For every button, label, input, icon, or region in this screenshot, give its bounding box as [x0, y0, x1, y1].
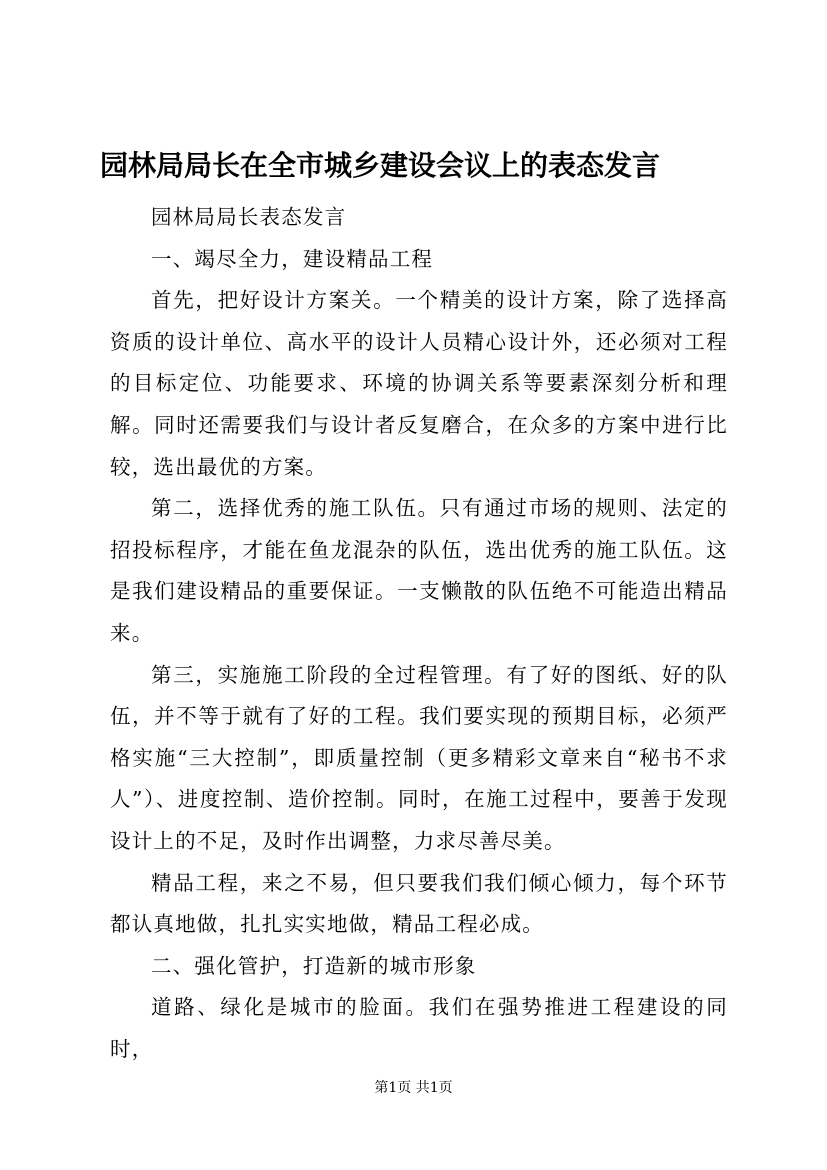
page-footer [0, 1078, 827, 1098]
document-title: 园林局局长在全市城乡建设会议上的表态发言 [100, 149, 661, 182]
page-number-label: 第1页 共1页 [374, 1080, 453, 1096]
paragraph-city-image: 道路、绿化是城市的脸面。我们在强势推进工程建设的同时， [110, 995, 728, 1061]
paragraph-process-management: 第三，实施施工阶段的全过程管理。有了好的图纸、好的队伍，并不等于就有了好的工程。我们要实现的预期目标，必须严格实施“三大控制”，即质量控制（更多精彩文章来自“秘书不求人”）、进度控制、造价控制。同时，在施工过程中，要善于发现设计上的不足，及时作出调整，力求尽善尽美。 [110, 662, 728, 853]
paragraph-construction-team: 第二，选择优秀的施工队伍。只有通过市场的规则、法定的招投标程序，才能在鱼龙混杂的队伍，选出优秀的施工队伍。这是我们建设精品的重要保证。一支懒散的队伍绝不可能造出精品来。 [110, 496, 728, 645]
paragraph-quality-project: 精品工程，来之不易，但只要我们我们倾心倾力，每个环节都认真地做，扎扎实实地做，精品工程必成。 [110, 870, 728, 937]
paragraph-section-heading-2: 二、强化管护，打造新的城市形象 [151, 953, 477, 978]
document-body [110, 197, 728, 1070]
paragraph-section-heading-1: 一、竭尽全力，建设精品工程 [151, 246, 434, 271]
paragraph-design-scheme: 首先，把好设计方案关。一个精美的设计方案，除了选择高资质的设计单位、高水平的设计人员精心设计外，还必须对工程的目标定位、功能要求、环境的协调关系等要素深刻分析和理解。同时还需要我们与设计者反复磨合，在众多的方案中进行比较，选出最优的方案。 [110, 288, 728, 479]
paragraph-subtitle: 园林局局长表态发言 [151, 205, 347, 229]
